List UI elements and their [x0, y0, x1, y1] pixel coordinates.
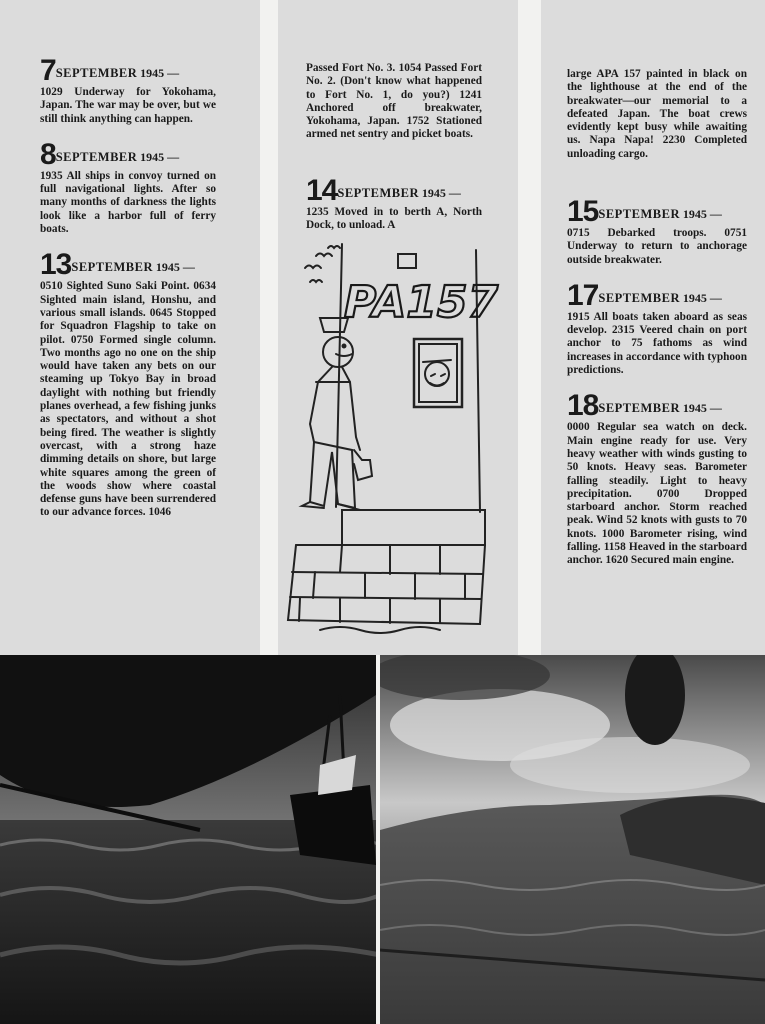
photo-ship-in-heavy-seas [0, 655, 376, 1024]
right-column-entries [567, 195, 747, 586]
entry-month: SEPTEMBER [598, 207, 680, 221]
right-continuation-text: large APA 157 painted in black on the lighthouse at the end of the breakwater—our memorial to a defeated Japan. The boat crews evidently kept busy while awaiting us. Napa Napa! 2230 Completed unloading cargo. [567, 68, 747, 160]
lighthouse-cartoon [280, 232, 500, 642]
photo-stormy-sky-and-sea [380, 655, 765, 1024]
entry-day: 15 [567, 195, 599, 228]
entry-heading [40, 248, 216, 282]
entry-body: 1915 All boats taken aboard as seas develop. 2315 Veered chain on port anchor to 75 fathoms as wind increases in accordance with typhoon predictions. [567, 310, 747, 377]
entry-month: SEPTEMBER [337, 186, 419, 200]
entry-heading [40, 137, 216, 171]
entry-day: 8 [40, 137, 56, 171]
entry-year: 1945 — [140, 66, 180, 80]
entry-year: 1945 — [140, 149, 180, 164]
entry-heading [567, 278, 747, 312]
entry-body: 0000 Regular sea watch on deck. Main engine ready for use. Very heavy weather with winds gusting to 50 knots. Heavy seas. Barometer falling steadily. Light to heavy precipitation. 0700 Dropped starboard anchor. Storm reached peak. Wind 52 knots with gusts to 70 knots. 1000 Barometer rising, wind falling. 1158 Heaved in the starboard anchor. 1620 Secured main engine. [567, 421, 747, 567]
entry-body: 0510 Sighted Suno Saki Point. 0634 Sighted main island, Honshu, and various small islands. 0645 Stopped for Squadron Flagship to take on pilot. 0750 Formed single column. Two months ago no one on the ship would have taken any bets on our steaming up Tokyo Bay in broad daylight with nothing but friendly planes overhead, a few fishing junks as spectators, and without a shot being fired. The weather is slightly overcast, with a strong haze dimming details on shore, but large white squares among the green of the woods show where coastal defense guns have been surrendered to our advance forces. 1046 [40, 280, 216, 519]
entry-month: SEPTEMBER [55, 66, 138, 80]
log-entry-sep-13 [40, 248, 216, 519]
log-entry-sep-17 [567, 278, 747, 377]
entry-year: 1945 — [155, 260, 195, 275]
log-entry-sep-14 [306, 174, 482, 233]
entry-year: 1945 — [682, 207, 722, 221]
entry-day: 17 [567, 278, 599, 312]
log-entry-sep-7 [40, 54, 216, 126]
entry-heading [567, 389, 747, 423]
log-entry-sep-15 [567, 195, 747, 267]
entry-month: SEPTEMBER [598, 401, 680, 416]
cartoon-pa157-label: PA157 [344, 277, 499, 328]
entry-year: 1945 — [421, 186, 461, 200]
entry-year: 1945 — [682, 290, 722, 305]
entry-heading [567, 195, 747, 228]
middle-continuation-text: Passed Fort No. 3. 1054 Passed Fort No. 2. (Don't know what happened to Fort No. 1, do you?) 1241 Anchored off breakwater, Yokohama, Japan. 1752 Stationed armed net sentry and picket boats. [306, 62, 482, 141]
entry-month: SEPTEMBER [598, 290, 680, 305]
entry-month: SEPTEMBER [71, 260, 153, 275]
entry-body: 0715 Debarked troops. 0751 Underway to return to anchorage outside breakwater. [567, 227, 747, 266]
entry-body: 1935 All ships in convoy turned on full navigational lights. After so many months of darkness the lights look like a harbor full of ferry boats. [40, 169, 216, 236]
entry-heading [40, 54, 216, 87]
entry-day: 13 [40, 248, 72, 282]
entry-day: 18 [567, 389, 599, 423]
entry-day: 7 [40, 54, 56, 87]
entry-body: 1235 Moved in to berth A, North Dock, to unload. A [306, 206, 482, 232]
entry-year: 1945 — [682, 401, 722, 416]
entry-month: SEPTEMBER [55, 149, 138, 164]
entry-body: 1029 Underway for Yokohama, Japan. The war may be over, but we still think anything can happen. [40, 86, 216, 125]
left-column-text [40, 54, 216, 538]
entry-day: 14 [306, 174, 338, 207]
entry-heading [306, 174, 482, 207]
log-entry-sep-8 [40, 137, 216, 236]
log-entry-sep-18 [567, 389, 747, 567]
